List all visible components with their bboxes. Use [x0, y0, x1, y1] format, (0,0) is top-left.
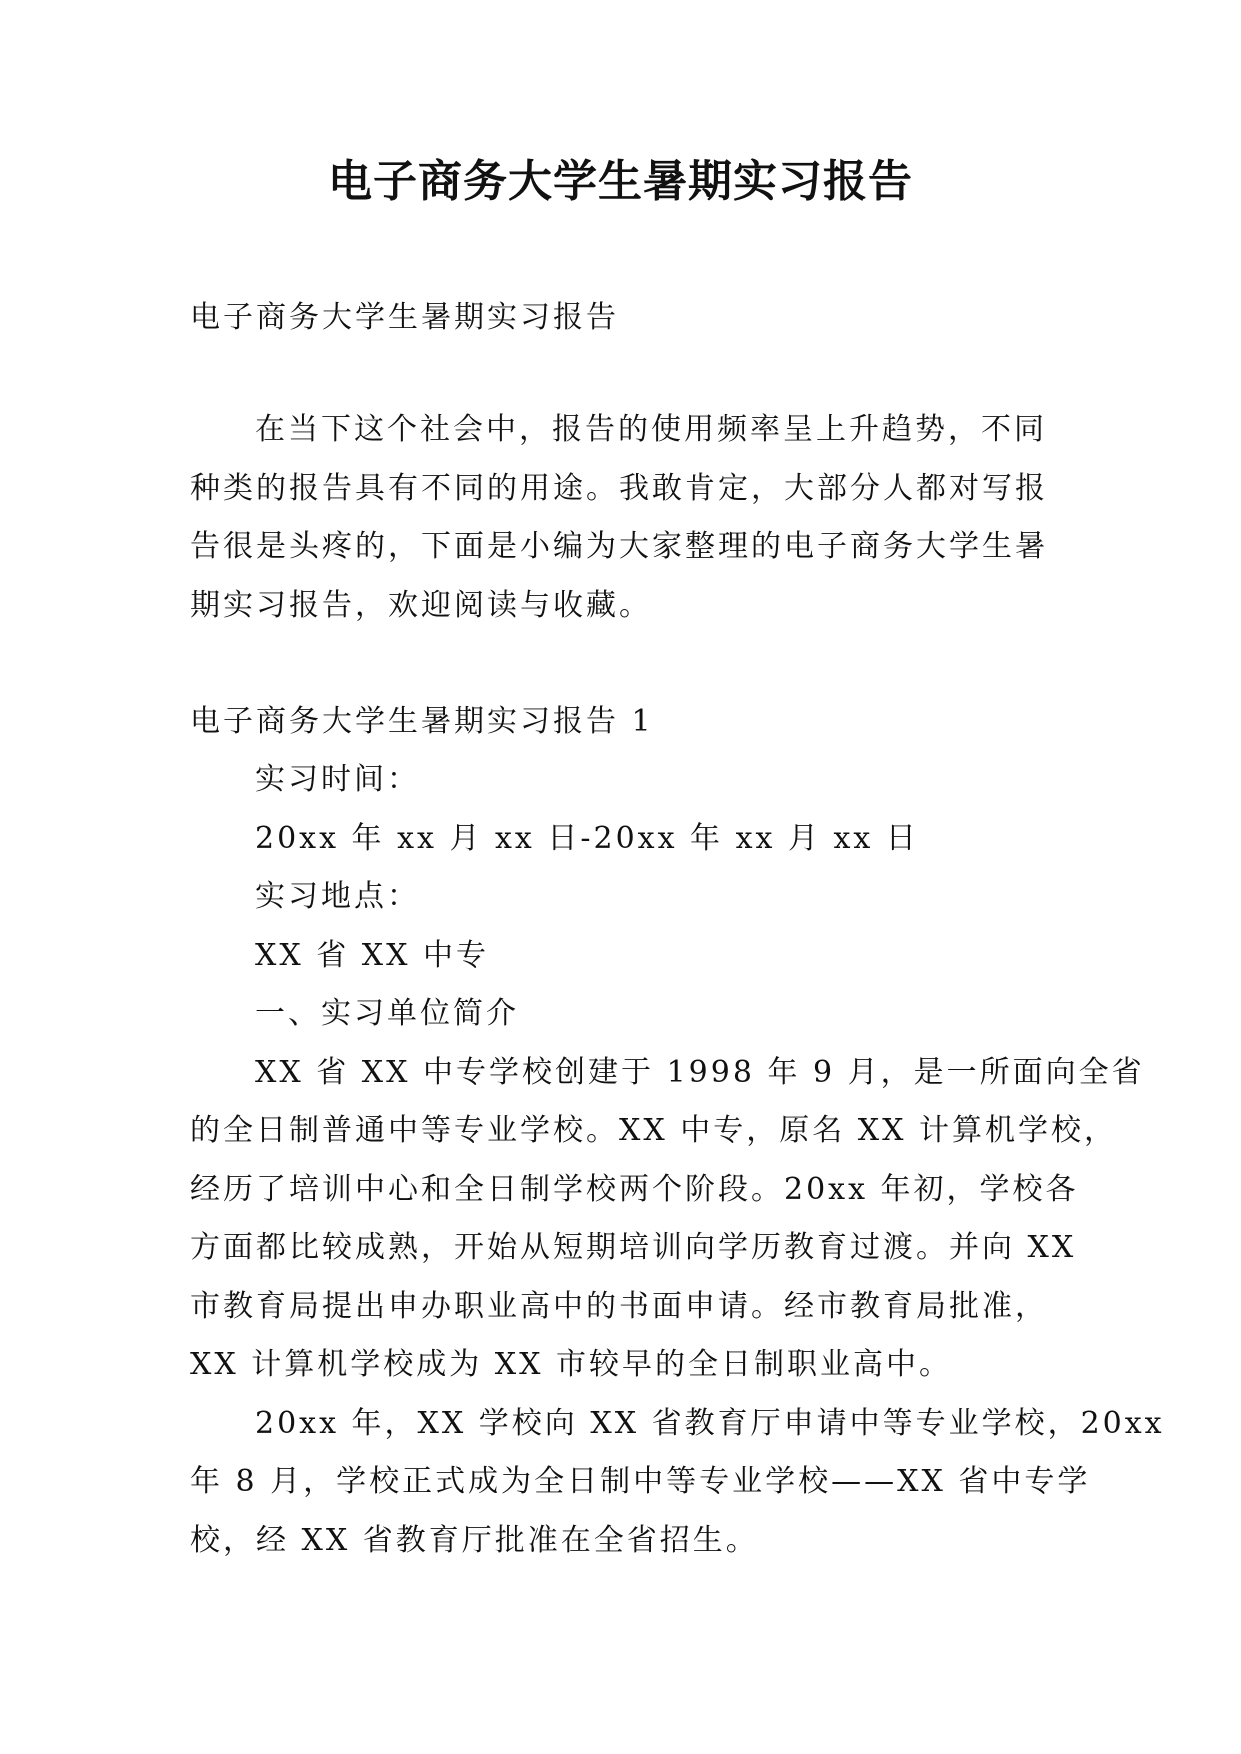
paragraph-line: 的全日制普通中等专业学校。XX 中专，原名 XX 计算机学校，: [190, 1113, 1118, 1148]
paragraph-line: XX 计算机学校成为 XX 市较早的全日制职业高中。: [190, 1347, 953, 1382]
section-heading: 电子商务大学生暑期实习报告 1: [190, 704, 654, 739]
place-label: 实习地点：: [255, 879, 420, 914]
document-title: 电子商务大学生暑期实习报告: [328, 156, 913, 207]
time-label: 实习时间：: [255, 762, 420, 797]
intro-line: 期实习报告，欢迎阅读与收藏。: [190, 588, 652, 623]
document-subtitle: 电子商务大学生暑期实习报告: [190, 300, 619, 335]
paragraph-line: 方面都比较成熟，开始从短期培训向学历教育过渡。并向 XX: [190, 1230, 1077, 1265]
paragraph-line: 20xx 年，XX 学校向 XX 省教育厅申请中等专业学校，20xx: [255, 1406, 1165, 1441]
intro-line: 在当下这个社会中，报告的使用频率呈上升趋势，不同: [255, 412, 1047, 447]
intro-line: 告很是头疼的，下面是小编为大家整理的电子商务大学生暑: [190, 529, 1048, 564]
paragraph-line: XX 省 XX 中专学校创建于 1998 年 9 月，是一所面向全省: [255, 1055, 1145, 1090]
unit-heading: 一、实习单位简介: [255, 996, 519, 1031]
place-value: XX 省 XX 中专: [255, 938, 490, 973]
paragraph-line: 年 8 月，学校正式成为全日制中等专业学校——XX 省中专学: [190, 1464, 1091, 1499]
paragraph-line: 经历了培训中心和全日制学校两个阶段。20xx 年初，学校各: [190, 1172, 1079, 1207]
intro-line: 种类的报告具有不同的用途。我敢肯定，大部分人都对写报: [190, 471, 1048, 506]
time-value: 20xx 年 xx 月 xx 日-20xx 年 xx 月 xx 日: [255, 821, 919, 856]
paragraph-line: 校，经 XX 省教育厅批准在全省招生。: [190, 1523, 759, 1558]
paragraph-line: 市教育局提出申办职业高中的书面申请。经市教育局批准，: [190, 1289, 1048, 1324]
